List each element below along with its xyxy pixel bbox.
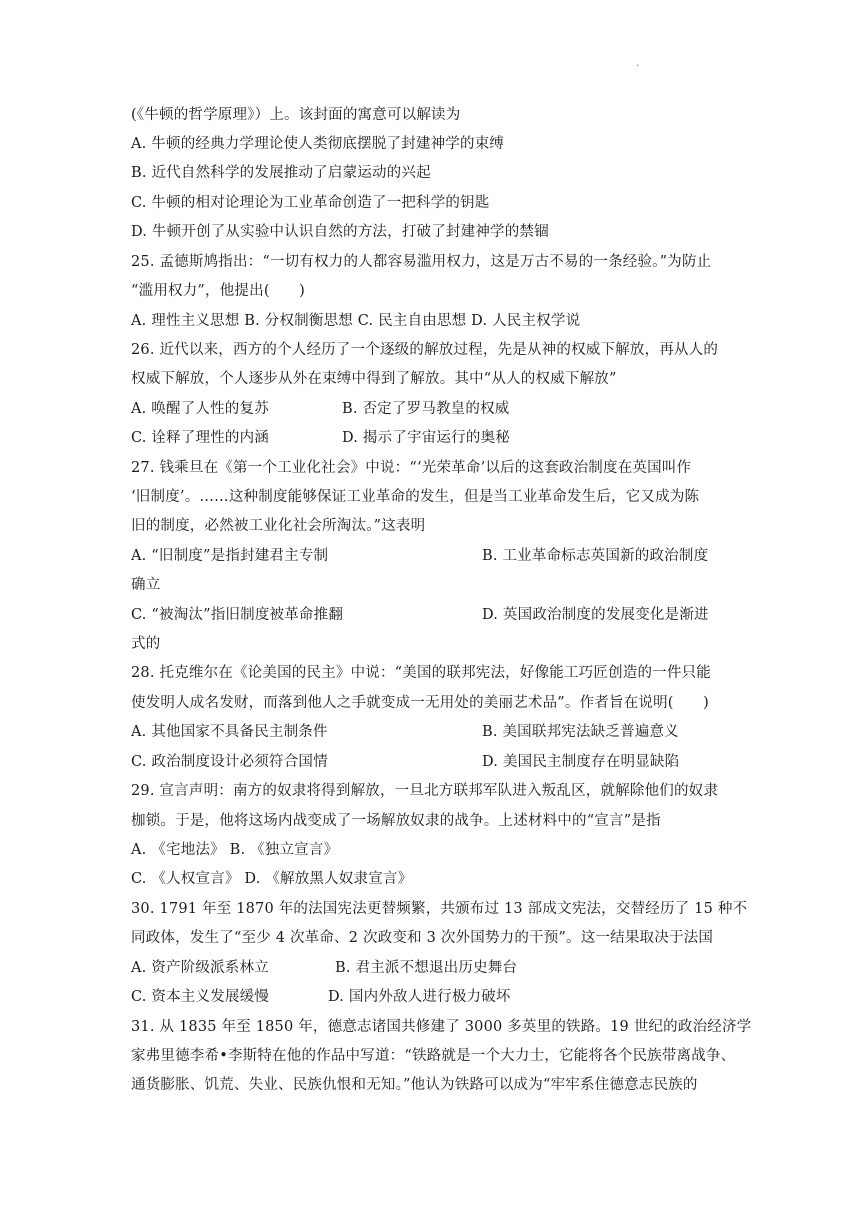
options-row (0, 958, 860, 978)
text-line: 同政体，发生了“至少 4 次革命、2 次政变和 3 次外国势力的干预”。这一结果取决于法国 (131, 930, 714, 946)
text-line: ‘旧制度’。……这种制度能够保证工业革命的发生，但是当工业革命发生后，它又成为陈 (131, 489, 700, 505)
option-c: C. 政治制度设计必须符合国情 (131, 754, 328, 770)
option-b: B. 否定了罗马教皇的权威 (342, 401, 510, 417)
option-c: C. 诠释了理性的内涵 (131, 430, 269, 446)
text-line: 使发明人成名发财，而落到他人之手就变成一无用处的美丽艺术品”。作者旨在说明( ) (131, 695, 709, 711)
option-b: B. 近代自然科学的发展推动了启蒙运动的兴起 (131, 165, 431, 181)
option-d: D. 国内外敌人进行极力破坏 (328, 989, 511, 1005)
option-c: C. 资本主义发展缓慢 (131, 989, 269, 1005)
text-line: 通货膨胀、饥荒、失业、民族仇恨和无知。”他认为铁路可以成为“牢牢系住德意志民族的 (131, 1077, 698, 1093)
options-row: C. 《人权宣言》 D. 《解放黑人奴隶宣言》 (131, 871, 413, 887)
text-line: 枷锁。于是，他将这场内战变成了一场解放奴隶的战争。上述材料中的“宣言”是指 (131, 813, 661, 829)
options-row (0, 399, 860, 419)
question-26: 26. 近代以来，西方的个人经历了一个逐级的解放过程，先是从神的权威下解放，再从人的 (131, 342, 719, 358)
options-row: A. 《宅地法》 B. 《独立宣言》 (131, 842, 339, 858)
option-a: A. 唤醒了人性的复苏 (131, 401, 269, 417)
option-d: D. 牛顿开创了从实验中认识自然的方法，打破了封建神学的禁锢 (131, 224, 549, 240)
options-row: A. 理性主义思想 B. 分权制衡思想 C. 民主自由思想 D. 人民主权学说 (131, 313, 581, 329)
text-line: (《牛顿的哲学原理》）上。该封面的寓意可以解读为 (131, 107, 461, 123)
question-27: 27. 钱乘旦在《第一个工业化社会》中说：“‘光荣革命’以后的这套政治制度在英国叫作 (131, 460, 692, 476)
question-31: 31. 从 1835 年至 1850 年，德意志诸国共修建了 3000 多英里的铁路。19 世纪的政治经济学 (131, 1019, 752, 1035)
options-row (0, 752, 860, 772)
options-row (0, 428, 860, 448)
option-b: B. 工业革命标志英国新的政治制度 (482, 548, 709, 564)
text-line: 权威下解放，个人逐步从外在束缚中得到了解放。其中“从人的权威下解放” (131, 371, 617, 387)
text-line: 家弗里德李希•李斯特在他的作品中写道：“铁路就是一个大力士，它能将各个民族带离战争、 (131, 1048, 736, 1064)
option-c: C. 牛顿的相对论理论为工业革命创造了一把科学的钥匙 (131, 195, 490, 211)
option-a: A. “旧制度”是指封建君主专制 (131, 548, 329, 564)
text-line: 式的 (131, 636, 161, 652)
question-30: 30. 1791 年至 1870 年的法国宪法更替频繁，共颁布过 13 部成文宪法，交替经历了 15 种不 (131, 901, 748, 917)
options-row (0, 722, 860, 742)
text-line: 旧的制度，必然被工业化社会所淘汰。”这表明 (131, 518, 426, 534)
option-b: B. 美国联邦宪法缺乏普遍意义 (482, 724, 679, 740)
option-a: A. 牛顿的经典力学理论使人类彻底摆脱了封建神学的束缚 (131, 136, 505, 152)
options-row (0, 987, 860, 1007)
option-c: C. “被淘汰”指旧制度被革命推翻 (131, 607, 344, 623)
option-a: A. 其他国家不具备民主制条件 (131, 724, 328, 740)
question-25: 25. 孟德斯鸠指出：“一切有权力的人都容易滥用权力，这是万古不易的一条经验。”为防止 (131, 254, 712, 270)
page-mark: . (636, 58, 640, 69)
question-28: 28. 托克维尔在《论美国的民主》中说：“美国的联邦宪法，好像能工巧匠创造的一件只能 (131, 665, 711, 681)
option-a: A. 资产阶级派系林立 (131, 960, 269, 976)
option-d: D. 美国民主制度存在明显缺陷 (482, 754, 680, 770)
option-d: D. 英国政治制度的发展变化是渐进 (482, 607, 709, 623)
option-b: B. 君主派不想退出历史舞台 (335, 960, 518, 976)
question-29: 29. 宣言声明：南方的奴隶将得到解放，一旦北方联邦军队进入叛乱区，就解除他们的奴隶 (131, 783, 719, 799)
options-row (0, 546, 860, 566)
text-line: 确立 (131, 577, 161, 593)
options-row (0, 605, 860, 625)
text-line: “滥用权力”，他提出( ) (131, 283, 305, 299)
option-d: D. 揭示了宇宙运行的奥秘 (342, 430, 510, 446)
